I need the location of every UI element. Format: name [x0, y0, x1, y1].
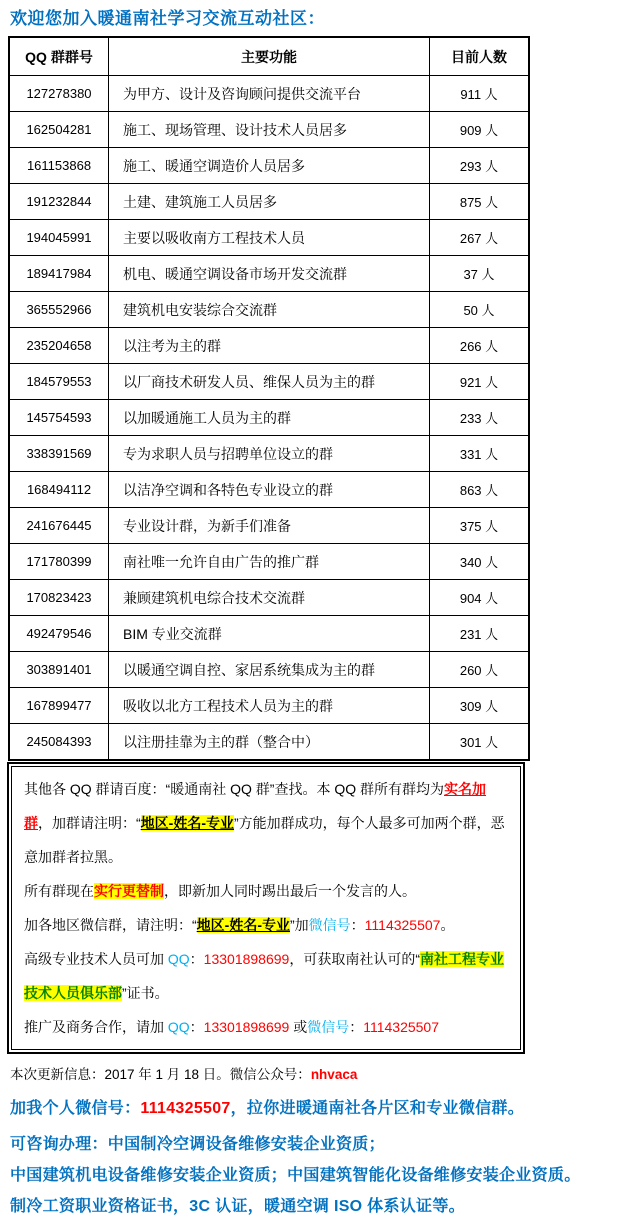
group-function: 为甲方、设计及咨询顾问提供交流平台	[109, 76, 430, 112]
group-function: 以注考为主的群	[109, 328, 430, 364]
qq-group-number: 184579553	[9, 364, 109, 400]
member-count: 50 人	[430, 292, 530, 328]
text-segment: 实名加群	[24, 781, 486, 831]
table-row	[9, 292, 529, 328]
group-function: 以加暖通施工人员为主的群	[109, 400, 430, 436]
text-segment: QQ	[167, 1019, 190, 1035]
service-line-consult: 可咨询办理：中国制冷空调设备维修安装企业资质；	[10, 1136, 385, 1153]
join-rules-box	[8, 763, 524, 1053]
text-segment: 1114325507	[364, 917, 441, 933]
member-count: 301 人	[430, 724, 530, 761]
member-count: 904 人	[430, 580, 530, 616]
service-line-qualifications: 中国建筑机电设备维修安装企业资质；中国建筑智能化设备维修安装企业资质。	[10, 1167, 581, 1184]
member-count: 267 人	[430, 220, 530, 256]
qq-group-number: 241676445	[9, 508, 109, 544]
text-segment: 其他各 QQ 群请百度：“暖通南社 QQ 群”查找。本 QQ 群所有群均为	[24, 781, 444, 797]
qq-group-number: 338391569	[9, 436, 109, 472]
table-row	[9, 184, 529, 220]
text-segment: ：	[189, 1019, 204, 1035]
notes-paragraph	[24, 874, 510, 908]
table-row	[9, 328, 529, 364]
notes-paragraph	[24, 1010, 510, 1044]
text-segment: ：	[349, 1019, 364, 1035]
service-line-certificates: 制冷工资职业资格证书，3C 认证，暖通空调 ISO 体系认证等。	[10, 1198, 465, 1215]
text-segment: nhvaca	[310, 1067, 358, 1082]
table-row	[9, 652, 529, 688]
group-function: 施工、暖通空调造价人员居多	[109, 148, 430, 184]
table-row	[9, 472, 529, 508]
text-segment: ，加群请注明：“	[38, 815, 141, 831]
member-count: 231 人	[430, 616, 530, 652]
group-function: 机电、暖通空调设备市场开发交流群	[109, 256, 430, 292]
qq-group-number: 245084393	[9, 724, 109, 761]
member-count: 309 人	[430, 688, 530, 724]
text-segment: 高级专业技术人员可加	[24, 951, 168, 967]
text-segment: 本次更新信息：2017 年 1 月 18 日。微信公众号：	[10, 1067, 311, 1082]
text-segment: 南社工程专业技术人员俱乐部	[24, 951, 504, 1001]
qq-group-number: 161153868	[9, 148, 109, 184]
text-segment: 实行更替制	[94, 883, 164, 899]
text-segment: ”方能加群成功，每个人最多可加两个群，恶意加群者拉黑。	[24, 815, 505, 865]
text-segment: ”证书。	[122, 985, 169, 1001]
text-segment: 。	[440, 917, 455, 933]
group-function: 兼顾建筑机电综合技术交流群	[109, 580, 430, 616]
qq-group-number: 170823423	[9, 580, 109, 616]
group-function: 土建、建筑施工人员居多	[109, 184, 430, 220]
table-row	[9, 400, 529, 436]
table-row	[9, 436, 529, 472]
text-segment: 或	[289, 1019, 308, 1035]
member-count: 340 人	[430, 544, 530, 580]
text-segment: 推广及商务合作，请加	[24, 1019, 168, 1035]
group-function: 以暖通空调自控、家居系统集成为主的群	[109, 652, 430, 688]
header-qq-number: QQ 群群号	[9, 37, 109, 76]
table-row	[9, 544, 529, 580]
member-count: 266 人	[430, 328, 530, 364]
text-segment: 地区-姓名-专业	[196, 917, 290, 933]
group-function: 主要以吸收南方工程技术人员	[109, 220, 430, 256]
table-header	[9, 37, 529, 76]
text-segment: ，拉你进暖通南社各片区和专业微信群。	[230, 1100, 525, 1117]
group-function: 施工、现场管理、设计技术人员居多	[109, 112, 430, 148]
text-segment: 微信号	[307, 1019, 350, 1035]
text-segment: QQ	[167, 951, 190, 967]
text-segment: ：	[350, 917, 365, 933]
qq-groups-table	[8, 36, 530, 761]
member-count: 911 人	[430, 76, 530, 112]
update-info-line	[10, 1066, 616, 1084]
group-function: 以洁净空调和各特色专业设立的群	[109, 472, 430, 508]
text-segment: 1114325507	[140, 1100, 231, 1117]
member-count: 909 人	[430, 112, 530, 148]
group-function: 以厂商技术研发人员、维保人员为主的群	[109, 364, 430, 400]
table-row	[9, 76, 529, 112]
text-segment: ，可获取南社认可的“	[289, 951, 420, 967]
text-segment: 加我个人微信号：	[10, 1100, 141, 1117]
group-function: 吸收以北方工程技术人员为主的群	[109, 688, 430, 724]
qq-group-number: 303891401	[9, 652, 109, 688]
text-segment: 加各地区微信群，请注明：“	[24, 917, 197, 933]
group-function: 南社唯一允许自由广告的推广群	[109, 544, 430, 580]
group-function: 以注册挂靠为主的群（整合中）	[109, 724, 430, 761]
group-function: 专业设计群，为新手们准备	[109, 508, 430, 544]
text-segment: 微信号	[308, 917, 351, 933]
table-row	[9, 148, 529, 184]
member-count: 37 人	[430, 256, 530, 292]
table-row	[9, 688, 529, 724]
table-row	[9, 616, 529, 652]
text-segment: ：	[189, 951, 204, 967]
qq-group-number: 167899477	[9, 688, 109, 724]
qq-group-number: 365552966	[9, 292, 109, 328]
qq-group-number: 189417984	[9, 256, 109, 292]
text-segment: ”加	[290, 917, 309, 933]
member-count: 331 人	[430, 436, 530, 472]
qq-group-number: 191232844	[9, 184, 109, 220]
text-segment: 地区-姓名-专业	[140, 815, 234, 831]
qq-group-number: 168494112	[9, 472, 109, 508]
table-row	[9, 364, 529, 400]
personal-wechat-line	[10, 1098, 616, 1120]
group-function: 建筑机电安装综合交流群	[109, 292, 430, 328]
notes-paragraph	[24, 908, 510, 942]
member-count: 921 人	[430, 364, 530, 400]
qq-group-number: 127278380	[9, 76, 109, 112]
member-count: 293 人	[430, 148, 530, 184]
qq-group-number: 492479546	[9, 616, 109, 652]
table-row	[9, 508, 529, 544]
notes-paragraph	[24, 942, 510, 1010]
header-main-function: 主要功能	[109, 37, 430, 76]
text-segment: ，即新加人同时踢出最后一个发言的人。	[164, 883, 416, 899]
member-count: 875 人	[430, 184, 530, 220]
group-function: BIM 专业交流群	[109, 616, 430, 652]
member-count: 375 人	[430, 508, 530, 544]
qq-group-number: 171780399	[9, 544, 109, 580]
member-count: 863 人	[430, 472, 530, 508]
header-member-count: 目前人数	[430, 37, 530, 76]
qq-group-number: 235204658	[9, 328, 109, 364]
header-row	[9, 37, 529, 76]
member-count: 233 人	[430, 400, 530, 436]
table-body	[9, 76, 529, 761]
group-function: 专为求职人员与招聘单位设立的群	[109, 436, 430, 472]
member-count: 260 人	[430, 652, 530, 688]
notes-paragraph	[24, 772, 510, 874]
table-row	[9, 724, 529, 761]
text-segment: 13301898699	[203, 1019, 290, 1035]
table-row	[9, 580, 529, 616]
qq-group-number: 145754593	[9, 400, 109, 436]
text-segment: 1114325507	[363, 1019, 440, 1035]
table-row	[9, 112, 529, 148]
table-row	[9, 256, 529, 292]
qq-group-number: 194045991	[9, 220, 109, 256]
table-row	[9, 220, 529, 256]
text-segment: 所有群现在	[24, 883, 94, 899]
page-title: 欢迎您加入暖通南社学习交流互动社区：	[10, 9, 325, 28]
qq-group-number: 162504281	[9, 112, 109, 148]
text-segment: 13301898699	[203, 951, 290, 967]
